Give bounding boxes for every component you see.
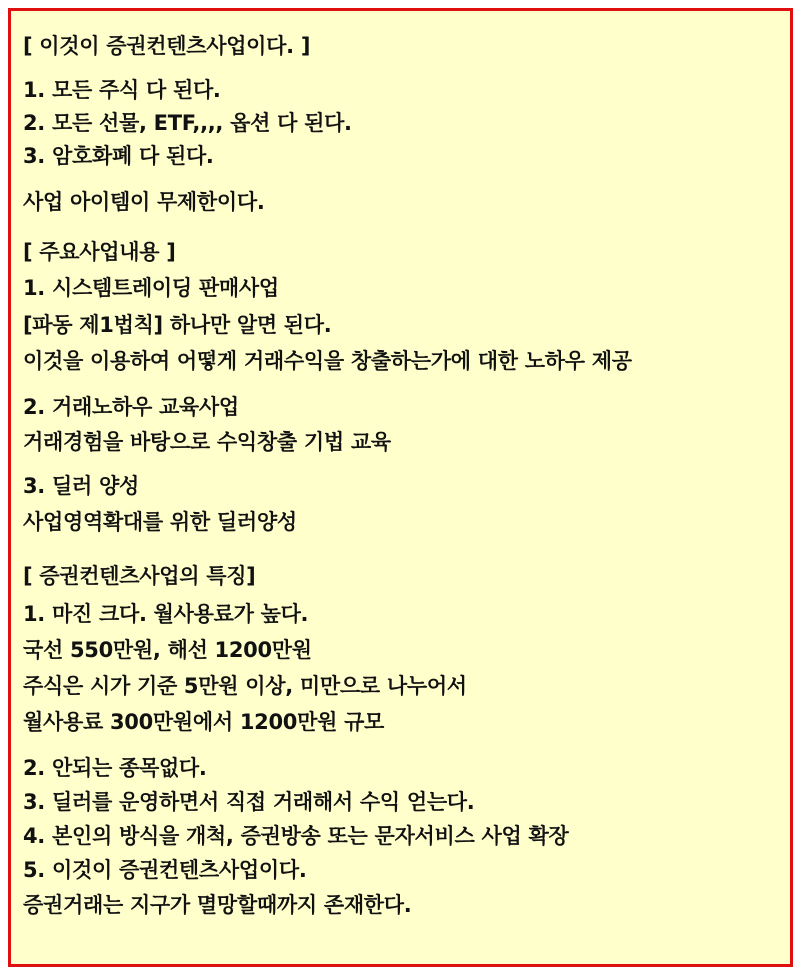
text-line: [파동 제1법칙] 하나만 알면 된다. [23, 313, 332, 337]
heading-intro: [ 이것이 증권컨텐츠사업이다. ] [23, 34, 311, 58]
text-line: 월사용료 300만원에서 1200만원 규모 [23, 710, 385, 734]
text-line: 3. 딜러를 운영하면서 직접 거래해서 수익 얻는다. [23, 790, 475, 814]
text-line: 4. 본인의 방식을 개척, 증권방송 또는 문자서비스 사업 확장 [23, 824, 569, 848]
heading-main-business: [ 주요사업내용 ] [23, 240, 176, 264]
text-line: 거래경험을 바탕으로 수익창출 기법 교육 [23, 430, 391, 454]
text-line: 5. 이것이 증권컨텐츠사업이다. [23, 858, 307, 882]
text-line: 1. 시스템트레이딩 판매사업 [23, 276, 279, 300]
text-line: 사업 아이템이 무제한이다. [23, 190, 265, 214]
text-line: 증권거래는 지구가 멸망할때까지 존재한다. [23, 893, 412, 917]
text-line: 2. 거래노하우 교육사업 [23, 395, 239, 419]
text-line: 주식은 시가 기준 5만원 이상, 미만으로 나누어서 [23, 674, 467, 698]
text-line: 1. 마진 크다. 월사용료가 높다. [23, 602, 309, 626]
text-line: 1. 모든 주식 다 된다. [23, 78, 221, 102]
heading-features: [ 증권컨텐츠사업의 특징] [23, 564, 256, 588]
text-line: 이것을 이용하여 어떻게 거래수익을 창출하는가에 대한 노하우 제공 [23, 349, 632, 373]
text-line: 2. 안되는 종목없다. [23, 756, 207, 780]
text-line: 3. 딜러 양성 [23, 474, 139, 498]
text-line: 2. 모든 선물, ETF,,,, 옵션 다 된다. [23, 111, 352, 135]
text-line: 국선 550만원, 해선 1200만원 [23, 638, 312, 662]
text-line: 3. 암호화폐 다 된다. [23, 144, 214, 168]
text-line: 사업영역확대를 위한 딜러양성 [23, 510, 297, 534]
content-panel [8, 8, 793, 967]
